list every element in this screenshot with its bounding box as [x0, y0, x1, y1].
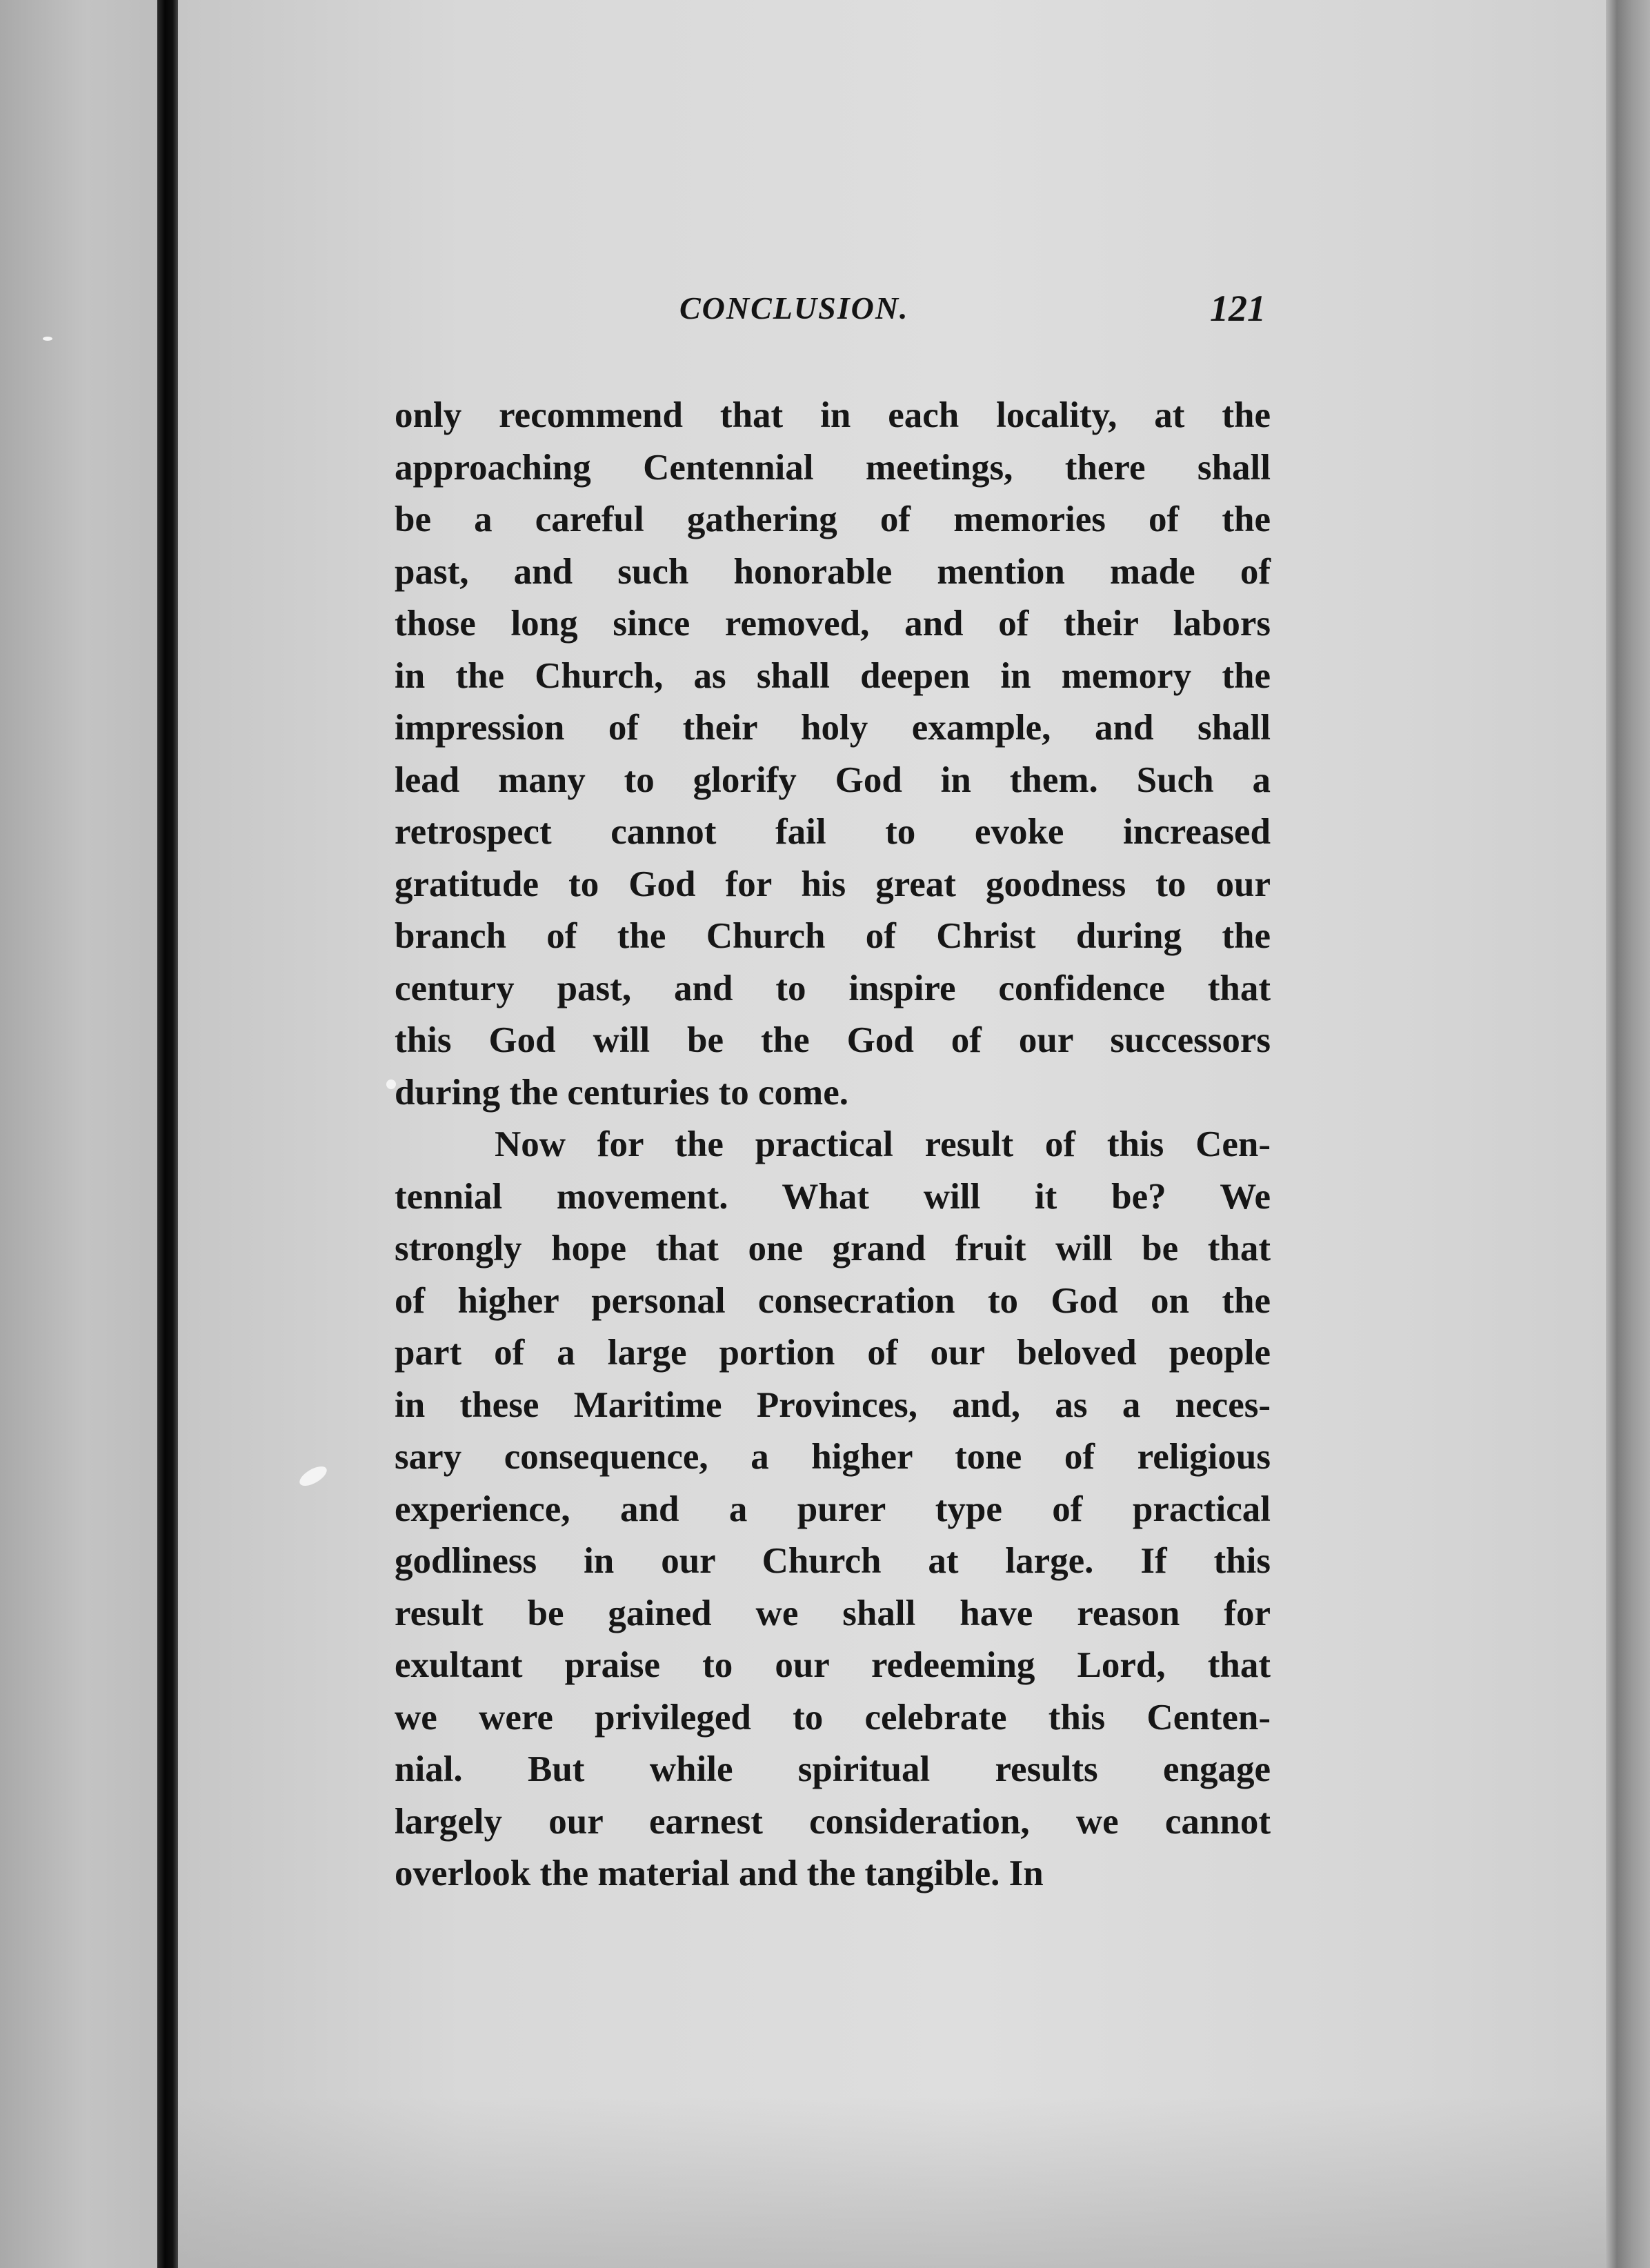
chapter-title: CONCLUSION.: [679, 290, 909, 326]
text-line: approaching Centennial meetings, there shall: [395, 447, 1271, 488]
text-line: part of a large portion of our beloved people: [395, 1333, 1271, 1373]
text-line: only recommend that in each locality, at the: [395, 395, 1271, 435]
text-line: sary consequence, a higher tone of religious: [395, 1437, 1271, 1477]
paragraph: [395, 390, 1271, 1119]
text-line: nial. But while spiritual results engage: [395, 1749, 1271, 1789]
text-line: godliness in our Church at large. If this: [395, 1541, 1271, 1581]
text-line: this God will be the God of our successors: [395, 1020, 1271, 1060]
text-line: Now for the practical result of this Cen-: [495, 1124, 1271, 1164]
text-line: retrospect cannot fail to evoke increased: [395, 812, 1271, 852]
text-line: result be gained we shall have reason for: [395, 1593, 1271, 1633]
text-line: in these Maritime Provinces, and, as a neces-: [395, 1384, 1271, 1425]
facing-page-edge: [0, 0, 159, 2268]
text-line: gratitude to God for his great goodness to our: [395, 864, 1271, 904]
text-line: branch of the Church of Christ during the: [395, 916, 1271, 956]
text-line: largely our earnest consideration, we cannot: [395, 1801, 1271, 1842]
page-number: 121: [1210, 288, 1266, 329]
text-line: lead many to glorify God in them. Such a: [395, 759, 1271, 800]
text-line: in the Church, as shall deepen in memory the: [395, 655, 1271, 696]
text-line: experience, and a purer type of practical: [395, 1489, 1271, 1529]
text-line: impression of their holy example, and shall: [395, 708, 1271, 748]
text-line: be a careful gathering of memories of the: [395, 499, 1271, 539]
text-line: of higher personal consecration to God on the: [395, 1280, 1271, 1321]
body-text: [395, 390, 1271, 1900]
text-line: past, and such honorable mention made of: [395, 551, 1271, 592]
text-line: those long since removed, and of their labors: [395, 604, 1271, 644]
text-line: century past, and to inspire confidence that: [395, 968, 1271, 1008]
text-line: strongly hope that one grand fruit will be that: [395, 1228, 1271, 1269]
text-line: exultant praise to our redeeming Lord, that: [395, 1645, 1271, 1685]
binding-gutter-shadow: [157, 0, 179, 2268]
text-line: tennial movement. What will it be? We: [395, 1176, 1271, 1217]
text-line: we were privileged to celebrate this Centen-: [395, 1697, 1271, 1738]
page-bottom-shading: [178, 2097, 1606, 2268]
running-head: [390, 290, 1266, 345]
text-line: during the centuries to come.: [395, 1072, 848, 1113]
paragraph: [395, 1119, 1271, 1900]
page-right-edge: [1606, 0, 1650, 2268]
scan-speck: [43, 337, 52, 341]
text-line: overlook the material and the tangible. In: [395, 1853, 1044, 1893]
